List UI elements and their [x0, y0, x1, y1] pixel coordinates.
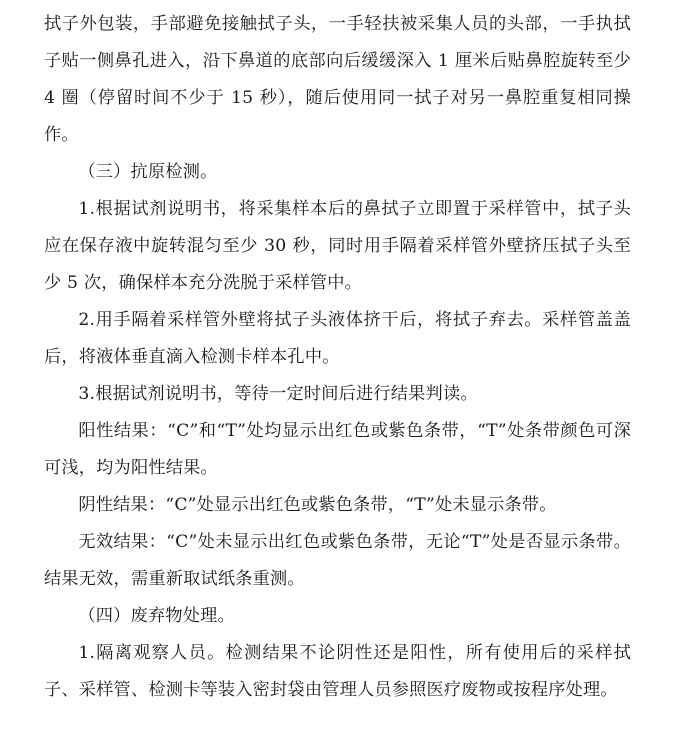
paragraph-section-four-heading: （四）废弃物处理。: [78, 606, 235, 626]
paragraph-step-3-read-result: 3.根据试剂说明书，等待一定时间后进行结果判读。: [78, 384, 478, 404]
paragraph-waste-step-1: 1.隔离观察人员。检测结果不论阴性还是阳性，所有使用后的采样拭子、采样管、检测卡等装入密封袋由管理人员参照医疗废物或按程序处理。: [44, 643, 631, 700]
paragraph-invalid-result: 无效结果：“C”处未显示出红色或紫色条带，无论“T”处是否显示条带。结果无效，需重新取试纸条重测。: [44, 532, 631, 589]
paragraph-negative-result: 阴性结果：“C”处显示出红色或紫色条带，“T”处未显示条带。: [78, 495, 557, 515]
paragraph-positive-result: 阳性结果：“C”和“T”处均显示出红色或紫色条带，“T”处条带颜色可深可浅，均为阳性结果。: [44, 421, 631, 478]
paragraph-continued-swab-instructions: 拭子外包装，手部避免接触拭子头，一手轻扶被采集人员的头部，一手执拭子贴一侧鼻孔进入，沿下鼻道的底部向后缓缓深入 1 厘米后贴鼻腔旋转至少 4 圈（停留时间不少于 15 秒），随后使用同一拭子对另一鼻腔重复相同操作。: [44, 14, 631, 145]
paragraph-step-1-sampling-tube: 1.根据试剂说明书，将采集样本后的鼻拭子立即置于采样管中，拭子头应在保存液中旋转混匀至少 30 秒，同时用手隔着采样管外壁挤压拭子头至少 5 次，确保样本充分洗脱于采样管中。: [44, 199, 631, 293]
document-body: [44, 6, 631, 709]
paragraph-section-three-heading: （三）抗原检测。: [78, 162, 218, 182]
paragraph-step-2-squeeze-discard: 2.用手隔着采样管外壁将拭子头液体挤干后，将拭子弃去。采样管盖盖后，将液体垂直滴入检测卡样本孔中。: [44, 310, 631, 367]
